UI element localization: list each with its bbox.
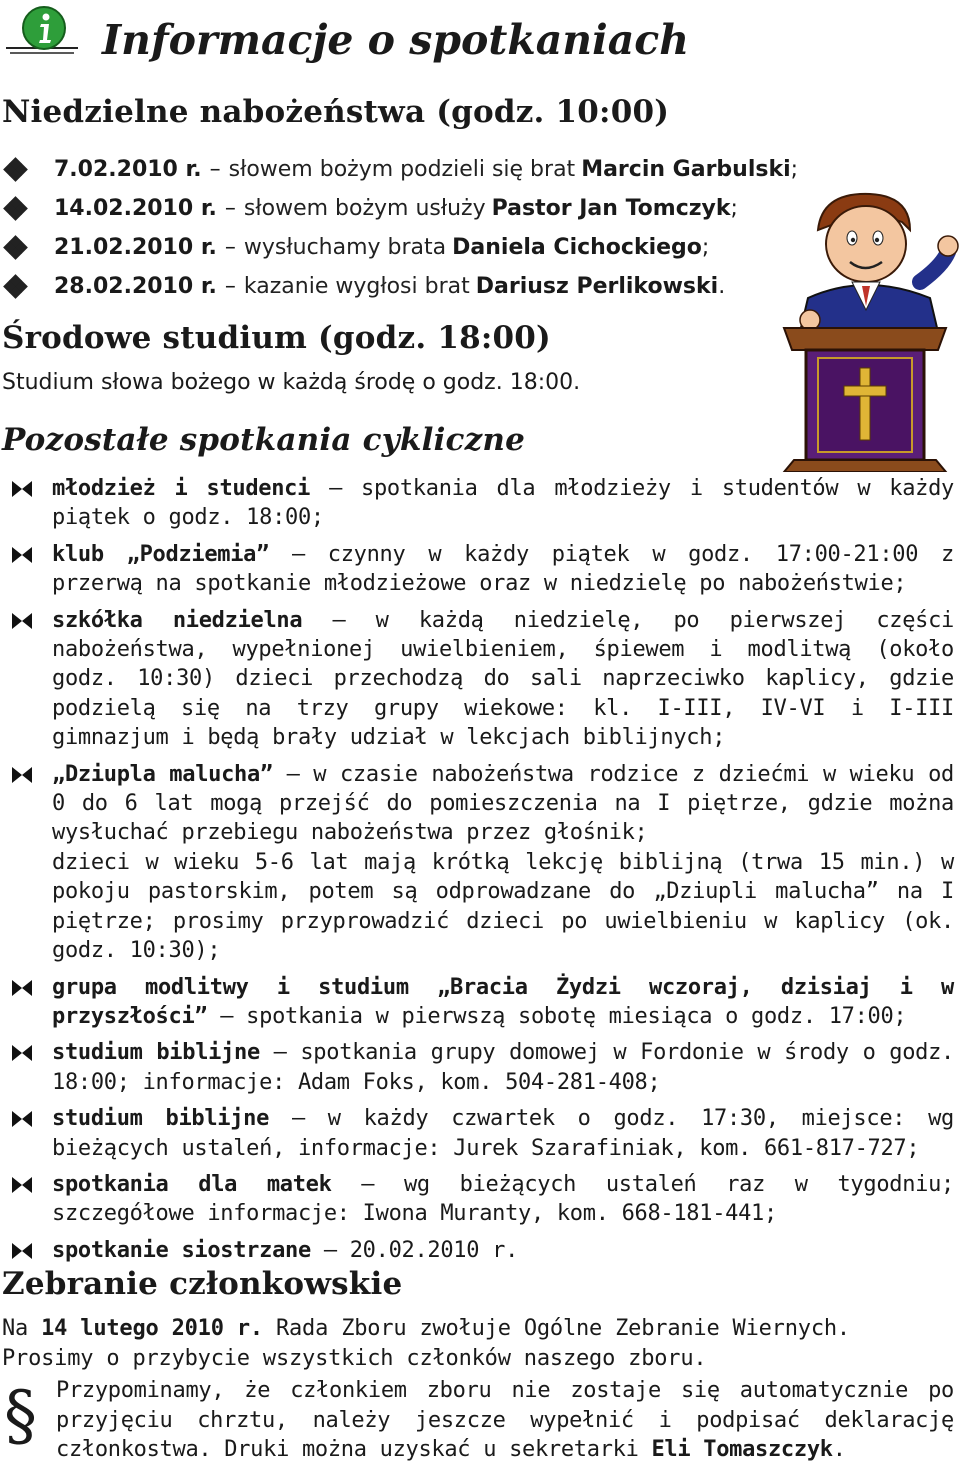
paragraph-sign-icon: § (4, 1377, 37, 1454)
cyclic-item-title: „Dziupla malucha” (52, 761, 273, 787)
cyclic-item-title: spotkania dla matek (52, 1171, 332, 1197)
ribbon-bullet-icon (10, 978, 34, 998)
cyclic-item: młodzież i studenci – spotkania dla młodzieży i studentów w każdy piątek o godz. 18:00; (0, 474, 960, 533)
cyclic-item: klub „Podziemia” – czynny w każdy piątek w godz. 17:00-21:00 z przerwą na spotkanie młodzieżowe oraz w niedzielę po nabożeństwie; (0, 540, 960, 599)
meeting-announcement: Na 14 lutego 2010 r. Rada Zboru zwołuje Ogólne Zebranie Wiernych. Prosimy o przybycie wszystkich członków naszego zboru. (2, 1316, 850, 1371)
four-diamond-bullet-icon (2, 272, 46, 302)
preacher-name: Dariusz Perlikowski (475, 273, 719, 299)
service-item: 21.02.2010 r. – wysłuchamy brata Daniela Cichockiego ; (0, 228, 820, 267)
cyclic-item: grupa modlitwy i studium „Bracia Żydzi wczoraj, dzisiaj i w przyszłości” – spotkania w pierwszą sobotę miesiąca o godz. 17:00; (0, 973, 960, 1032)
ribbon-bullet-icon (10, 611, 34, 631)
ribbon-bullet-icon (10, 1241, 34, 1261)
cyclic-item-title: szkółka niedzielna (52, 607, 303, 633)
sunday-services-list (0, 150, 820, 306)
four-diamond-bullet-icon (2, 233, 46, 263)
membership-reminder: § Przypominamy, że członkiem zboru nie zostaje się automatycznie po przyjęciu chrztu, należy jeszcze wypełnić i podpisać deklarację członkostwa. Druki można uzyskać u sekretarki Eli Tomaszczyk. (4, 1377, 954, 1463)
ribbon-bullet-icon (10, 1043, 34, 1063)
header (0, 0, 960, 70)
secretary-name: Eli Tomaszczyk (651, 1437, 833, 1463)
meeting-heading: Zebranie członkowskie (2, 1266, 403, 1302)
service-item: 28.02.2010 r. – kazanie wygłosi brat Dariusz Perlikowski . (0, 267, 820, 306)
cyclic-item-title: grupa modlitwy i studium „Bracia Żydzi wczoraj, dzisiaj i w przyszłości” (52, 974, 954, 1029)
preacher-illustration (770, 182, 960, 472)
cyclic-item-title: spotkanie siostrzane (52, 1237, 311, 1263)
cyclic-item-title: młodzież i studenci (52, 476, 311, 501)
cyclic-item-title: klub „Podziemia” (52, 541, 270, 567)
wednesday-heading: Środowe studium (godz. 18:00) (2, 320, 551, 356)
service-date: 21.02.2010 r. (54, 234, 217, 260)
page-title: Informacje o spotkaniach (102, 16, 690, 64)
cyclic-item: „Dziupla malucha” – w czasie nabożeństwa rodzice z dziećmi w wieku od 0 do 6 lat mogą przejść do pomieszczenia na I piętrze, gdzie można wysłuchać przebiegu nabożeństwa przez głośnik; dzieci w wieku 5-6 lat mają krótką lekcję biblijną (trwa 15 min.) w pokoju pastorskim, potem są odprowadzane do „Dziupli malucha” na I piętrze; prosimy przyprowadzić dzieci po uwielbieniu w kaplicy (ok. godz. 10:30); (0, 760, 960, 966)
ribbon-bullet-icon (10, 1109, 34, 1129)
cyclic-item-title: studium biblijne (52, 1040, 260, 1066)
four-diamond-bullet-icon (2, 155, 46, 185)
meeting-date: 14 lutego 2010 r. (41, 1316, 263, 1341)
sunday-heading: Niedzielne nabożeństwa (godz. 10:00) (2, 94, 670, 130)
service-date: 14.02.2010 r. (54, 195, 217, 221)
ribbon-bullet-icon (10, 479, 34, 499)
info-icon (6, 4, 78, 56)
service-date: 28.02.2010 r. (54, 273, 217, 299)
cyclic-item: spotkanie siostrzane – 20.02.2010 r. (0, 1236, 960, 1265)
ribbon-bullet-icon (10, 1175, 34, 1195)
service-date: 7.02.2010 r. (54, 156, 202, 182)
wednesday-text: Studium słowa bożego w każdą środę o godz. 18:00. (2, 370, 581, 395)
cyclic-item: studium biblijne – w każdy czwartek o godz. 17:30, miejsce: wg bieżących ustaleń, informacje: Jurek Szarafiniak, kom. 661-817-727; (0, 1104, 960, 1163)
preacher-name: Daniela Cichockiego (452, 234, 702, 260)
cyclic-item: spotkania dla matek – wg bieżących ustaleń raz w tygodniu; szczegółowe informacje: Iwona Muranty, kom. 668-181-441; (0, 1170, 960, 1229)
cyclic-item-extra: dzieci w wieku 5-6 lat mają krótką lekcję biblijną (trwa 15 min.) w pokoju pastorskim, potem są odprowadzane do „Dziupli malucha” na I piętrze; prosimy przyprowadzić dzieci po uwielbieniu w kaplicy (ok. godz. 10:30); (52, 849, 954, 964)
four-diamond-bullet-icon (2, 194, 46, 224)
preacher-name: Marcin Garbulski (581, 156, 791, 182)
service-item: 7.02.2010 r. – słowem bożym podzieli się brat Marcin Garbulski ; (0, 150, 820, 189)
cyclic-meetings-list (0, 474, 960, 1272)
cyclic-heading: Pozostałe spotkania cykliczne (2, 422, 526, 458)
ribbon-bullet-icon (10, 765, 34, 785)
ribbon-bullet-icon (10, 545, 34, 565)
preacher-name: Pastor Jan Tomczyk (491, 195, 731, 221)
cyclic-item-title: studium biblijne (52, 1106, 270, 1132)
service-item: 14.02.2010 r. – słowem bożym usłuży Pastor Jan Tomczyk ; (0, 189, 820, 228)
cyclic-item: szkółka niedzielna – w każdą niedzielę, po pierwszej części nabożeństwa, wypełnionej uwielbieniem, śpiewem i modlitwą (około godz. 10:30) dzieci przechodzą do sali naprzeciwko kaplicy, gdzie podzielą się na trzy grupy wiekowe: kl. I-III, IV-VI i I-III gimnazjum i będą brały udział w lekcjach biblijnych; (0, 606, 960, 753)
cyclic-item: studium biblijne – spotkania grupy domowej w Fordonie w środy o godz. 18:00; informacje: Adam Foks, kom. 504-281-408; (0, 1038, 960, 1097)
